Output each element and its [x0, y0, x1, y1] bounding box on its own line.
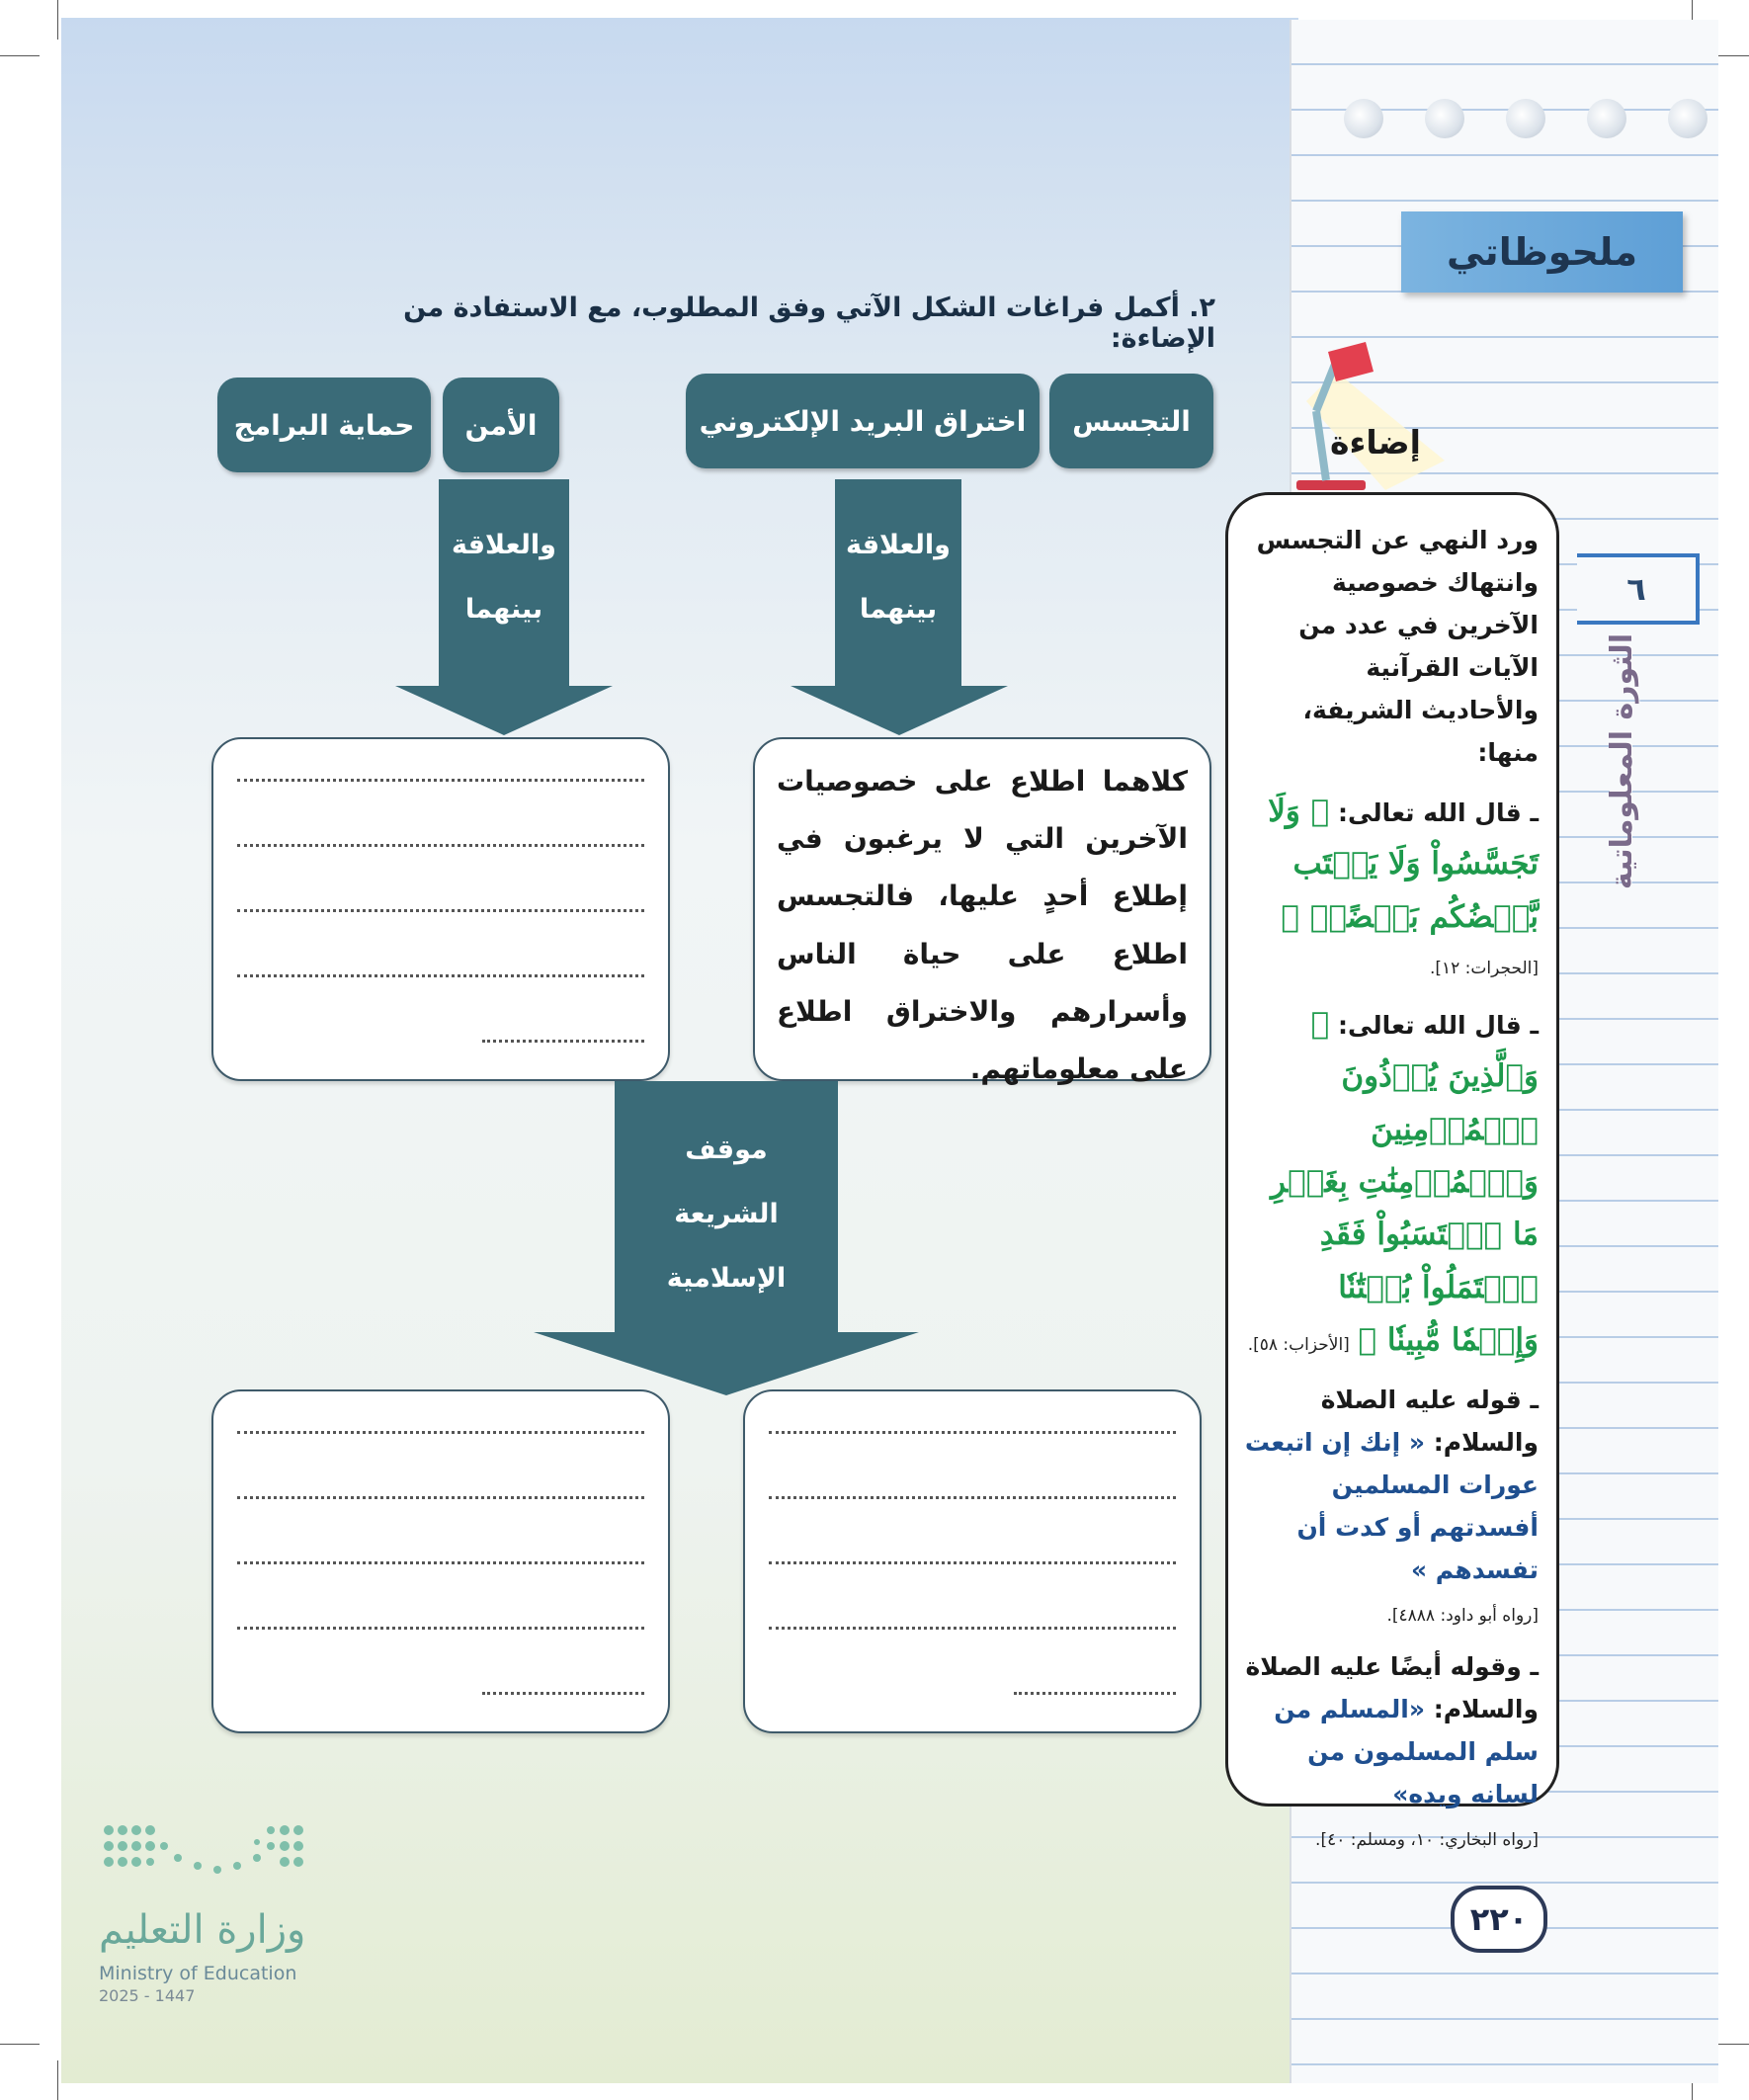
answer-box-relation-2[interactable]: [211, 737, 670, 1081]
ministry-name-en: Ministry of Education: [99, 1963, 297, 1984]
page-number: ٢٢٠: [1451, 1886, 1547, 1953]
answer-box-sharia-1[interactable]: [743, 1389, 1202, 1733]
item2-ayah: ﴿ وَٱلَّذِينَ يُؤۡذُونَ ٱلۡمُؤۡمِنِينَ وَٱلۡمُؤۡمِنَٰتِ بِغَيۡرِ مَا ٱكۡتَسَبُواْ فَقَدِ ٱحۡتَمَلُواْ بُهۡتَٰنٗا وَإِثۡمٗا مُّبِينٗا ﴾: [1271, 1005, 1539, 1358]
chapter-number: ٦: [1577, 553, 1700, 625]
lamp-icon: [1267, 342, 1455, 490]
answer-line[interactable]: [769, 1431, 1176, 1434]
crop-mark: [57, 2060, 58, 2100]
chapter-title-vertical: [1589, 632, 1656, 889]
ministry-logo-icon: [99, 1818, 316, 1897]
item3-ref: [رواه أبو داود: ٤٨٨٨].: [1386, 1606, 1539, 1627]
arrow-left-head: [395, 686, 613, 735]
ring-hole: [1587, 99, 1626, 138]
answer-line[interactable]: [482, 1040, 644, 1043]
answer-line[interactable]: [237, 1496, 644, 1499]
answer-line[interactable]: [769, 1561, 1176, 1564]
answer-line[interactable]: [769, 1627, 1176, 1630]
insight-item-3: [1242, 1379, 1539, 1634]
pill-software-protection: حماية البرامج: [217, 378, 431, 472]
item1-ref: [الحجرات: ١٢].: [1429, 958, 1539, 978]
pill-security: الأمن: [443, 378, 559, 472]
answer-line[interactable]: [482, 1692, 644, 1695]
item1-ayah: ﴿ وَلَا تَجَسَّسُواْ وَلَا يَغۡتَب بَّعۡضُكُم بَعۡضًاۚ ﴾: [1268, 794, 1539, 935]
ring-hole: [1668, 99, 1707, 138]
ring-hole: [1425, 99, 1464, 138]
insight-box: [1225, 492, 1559, 1851]
crop-mark: [57, 0, 58, 40]
answer-relation-1: كلاهما اطلاع على خصوصيات الآخرين التي لا يرغبون في إطلاع أحدٍ عليها، فالتجسس اطلاع على حياة الناس وأسرارهم والاختراق اطلاع على معلوماتهم.: [777, 765, 1188, 1086]
ring-hole: [1344, 99, 1383, 138]
arrow-sharia-head: [534, 1332, 919, 1395]
item3-hadith: « إنك إن اتبعت عورات المسلمين أفسدتهم أو كدت أن تفسدهم »: [1244, 1428, 1539, 1585]
ring-hole: [1506, 99, 1545, 138]
notes-tab: [1401, 211, 1683, 293]
crop-mark: [0, 55, 40, 56]
chapter-title: الثورة المعلوماتية: [1605, 632, 1640, 889]
item4-ref: [رواه البخاري: ١٠، ومسلم: ٤٠].: [1315, 1830, 1539, 1851]
insight-item-1: [1242, 786, 1539, 986]
item2-ref: [الأحزاب: ٥٨].: [1247, 1334, 1350, 1355]
lamp-title: إضاءة: [1330, 423, 1421, 462]
answer-line[interactable]: [237, 974, 644, 977]
answer-line[interactable]: [237, 844, 644, 847]
arrow-left-label: والعلاقة بينهما: [452, 530, 556, 625]
answer-line[interactable]: [237, 779, 644, 782]
notes-tab-label: ملحوظاتي: [1446, 230, 1638, 274]
answer-line[interactable]: [237, 909, 644, 912]
answer-box-relation-1: [753, 737, 1211, 1086]
arrow-right-label: والعلاقة بينهما: [846, 530, 951, 625]
answer-line[interactable]: [237, 1561, 644, 1564]
answer-line[interactable]: [1014, 1692, 1176, 1695]
item3-lead: ـ قوله عليه الصلاة والسلام:: [1320, 1386, 1539, 1458]
crop-mark: [0, 2044, 40, 2045]
insight-item-4: [1242, 1645, 1539, 1858]
pill-spying: التجسس: [1049, 374, 1213, 468]
exercise-instruction: ٢. أكمل فراغات الشكل الآتي وفق المطلوب، مع الاستفادة من الإضاءة:: [403, 293, 1215, 354]
pill-email-hacking: اختراق البريد الإلكتروني: [686, 374, 1040, 468]
answer-line[interactable]: [769, 1496, 1176, 1499]
item4-hadith: «المسلم من سلم المسلمون من لسانه ويده»: [1274, 1695, 1539, 1809]
item4-lead: ـ وقوله أيضًا عليه الصلاة والسلام:: [1245, 1652, 1539, 1724]
answer-box-sharia-2[interactable]: [211, 1389, 670, 1733]
item2-lead: ـ قال الله تعالى:: [1338, 1010, 1539, 1040]
item1-lead: ـ قال الله تعالى:: [1338, 798, 1539, 827]
ministry-name-ar: وزارة التعليم: [99, 1907, 306, 1953]
insight-item-2: [1242, 998, 1539, 1367]
edition-year: 2025 - 1447: [99, 1986, 196, 2005]
answer-line[interactable]: [237, 1627, 644, 1630]
arrow-right-head: [791, 686, 1008, 735]
insight-intro: ورد النهي عن التجسس وانتهاك خصوصية الآخرين في عدد من الآيات القرآنية والأحاديث الشريفة، منها:: [1256, 526, 1539, 767]
answer-line[interactable]: [237, 1431, 644, 1434]
arrow-sharia-label: موقف الشريعة الإسلامية: [666, 1134, 787, 1294]
